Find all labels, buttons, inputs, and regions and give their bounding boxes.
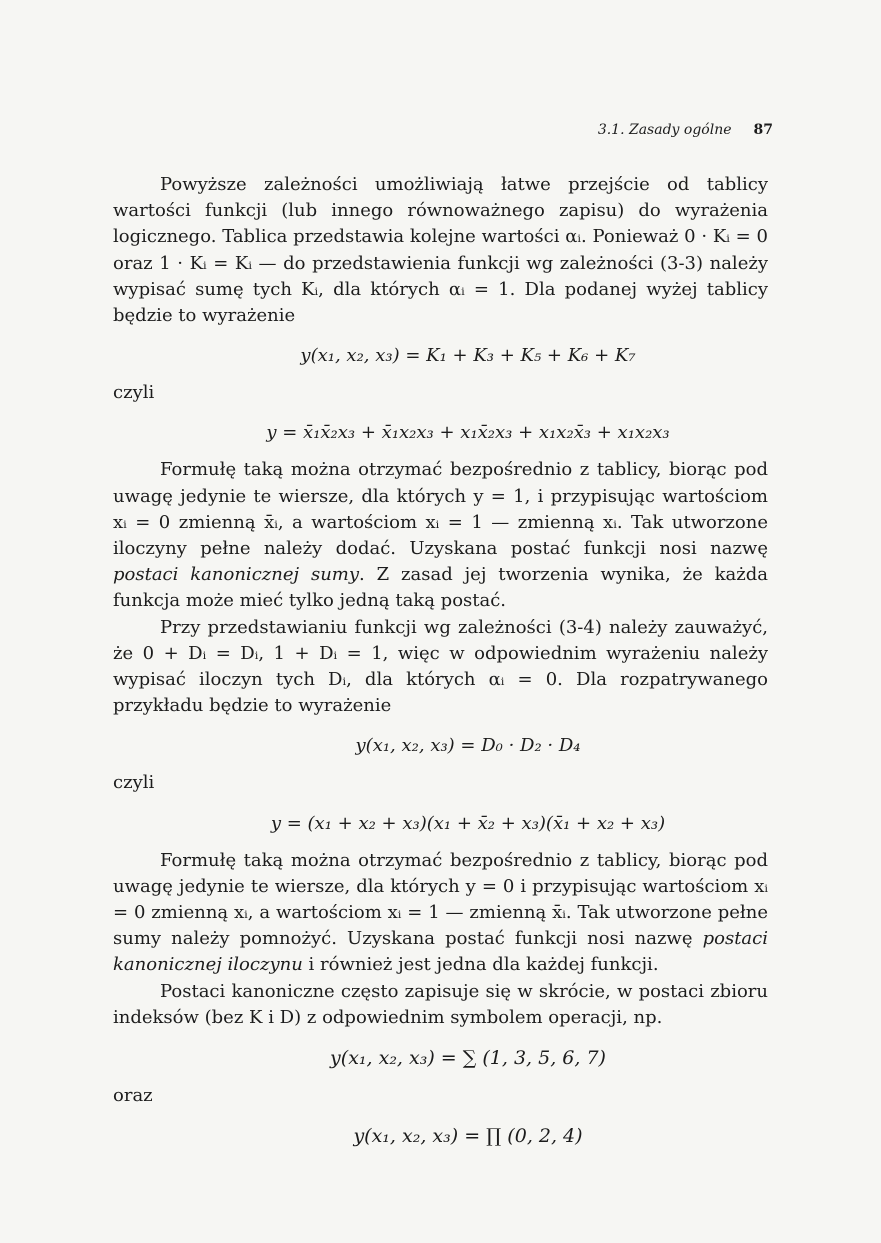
section-title: 3.1. Zasady ogólne (597, 122, 732, 138)
paragraph-3: Przy przedstawianiu funkcji wg zależności (3-4) należy zauważyć, że 0 + Dᵢ = Dᵢ, 1 + Dᵢ = 1, więc w odpowiednim wyrażeniu należy wypisać iloczyn tych Dᵢ, dla których αᵢ = 0. Dla rozpatrywanego przykładu będzie to wyrażenie (113, 616, 768, 717)
term-canonical-product: postaci kanonicznej iloczynu (113, 928, 768, 976)
word-oraz: oraz (113, 1085, 153, 1107)
equation-canonical-sum: y = x̄₁x̄₂x₃ + x̄₁x₂x₃ + x₁x̄₂x₃ + x₁x₂x̄₃ + x₁x₂x₃ (266, 422, 670, 444)
page-number: 87 (753, 122, 773, 138)
page-body (113, 172, 768, 1161)
equation-sum-index-notation: y(x₁, x₂, x₃) = ∑ (1, 3, 5, 6, 7) (330, 1047, 606, 1070)
paragraph-5: Postaci kanoniczne często zapisuje się w skrócie, w postaci zbioru indeksów (bez K i D) z odpowiednim symbolem operacji, np. (113, 980, 768, 1028)
paragraph-2-text: Formułę taką można otrzymać bezpośrednio z tablicy, biorąc pod uwagę jedynie te wiersze, dla których y = 1, i przypisując wartościom xᵢ = 0 zmienną x̄ᵢ, a wartościom xᵢ = 1 — zmienną xᵢ. Tak utworzone iloczyny pełne należy dodać. Uzyskana postać funkcji nosi nazwę (113, 459, 768, 560)
word-czyli-1: czyli (113, 382, 155, 404)
equation-product-index-notation: y(x₁, x₂, x₃) = ∏ (0, 2, 4) (353, 1125, 583, 1148)
paragraph-4 (113, 848, 768, 979)
equation-canonical-product: y = (x₁ + x₂ + x₃)(x₁ + x̄₂ + x₃)(x̄₁ + x₂ + x₃) (270, 812, 666, 834)
term-canonical-sum: postaci kanonicznej sumy (113, 564, 360, 586)
paragraph-4-text: Formułę taką można otrzymać bezpośrednio z tablicy, biorąc pod uwagę jedynie te wiersze, dla których y = 0 i przypisując wartościom xᵢ = 0 zmienną xᵢ, a wartościom xᵢ = 1 — zmienną x̄ᵢ. Tak utworzone pełne sumy należy pomnożyć. Uzyskana postać funkcji nosi nazwę (113, 849, 768, 950)
word-czyli-2: czyli (113, 772, 155, 794)
paragraph-2 (113, 457, 768, 614)
paragraph-4-text-end: i również jest jedna dla każdej funkcji. (308, 954, 659, 976)
paragraph-1: Powyższe zależności umożliwiają łatwe przejście od tablicy wartości funkcji (lub innego równoważnego zapisu) do wyrażenia logicznego. Tablica przedstawia kolejne wartości αᵢ. Ponieważ 0 · Kᵢ = 0 oraz 1 · Kᵢ = Kᵢ — do przedstawienia funkcji wg zależności (3-3) należy wypisać sumę tych Kᵢ, dla których αᵢ = 1. Dla podanej wyżej tablicy będzie to wyrażenie (113, 174, 768, 327)
paragraph-2-text-end: . Z zasad jej tworzenia wynika, że każda funkcja może mieć tylko jedną taką postać. (113, 564, 768, 612)
running-header (598, 122, 773, 138)
equation-sum-of-minterms: y(x₁, x₂, x₃) = K₁ + K₃ + K₅ + K₆ + K₇ (300, 345, 636, 367)
equation-product-of-maxterms: y(x₁, x₂, x₃) = D₀ · D₂ · D₄ (355, 735, 581, 757)
